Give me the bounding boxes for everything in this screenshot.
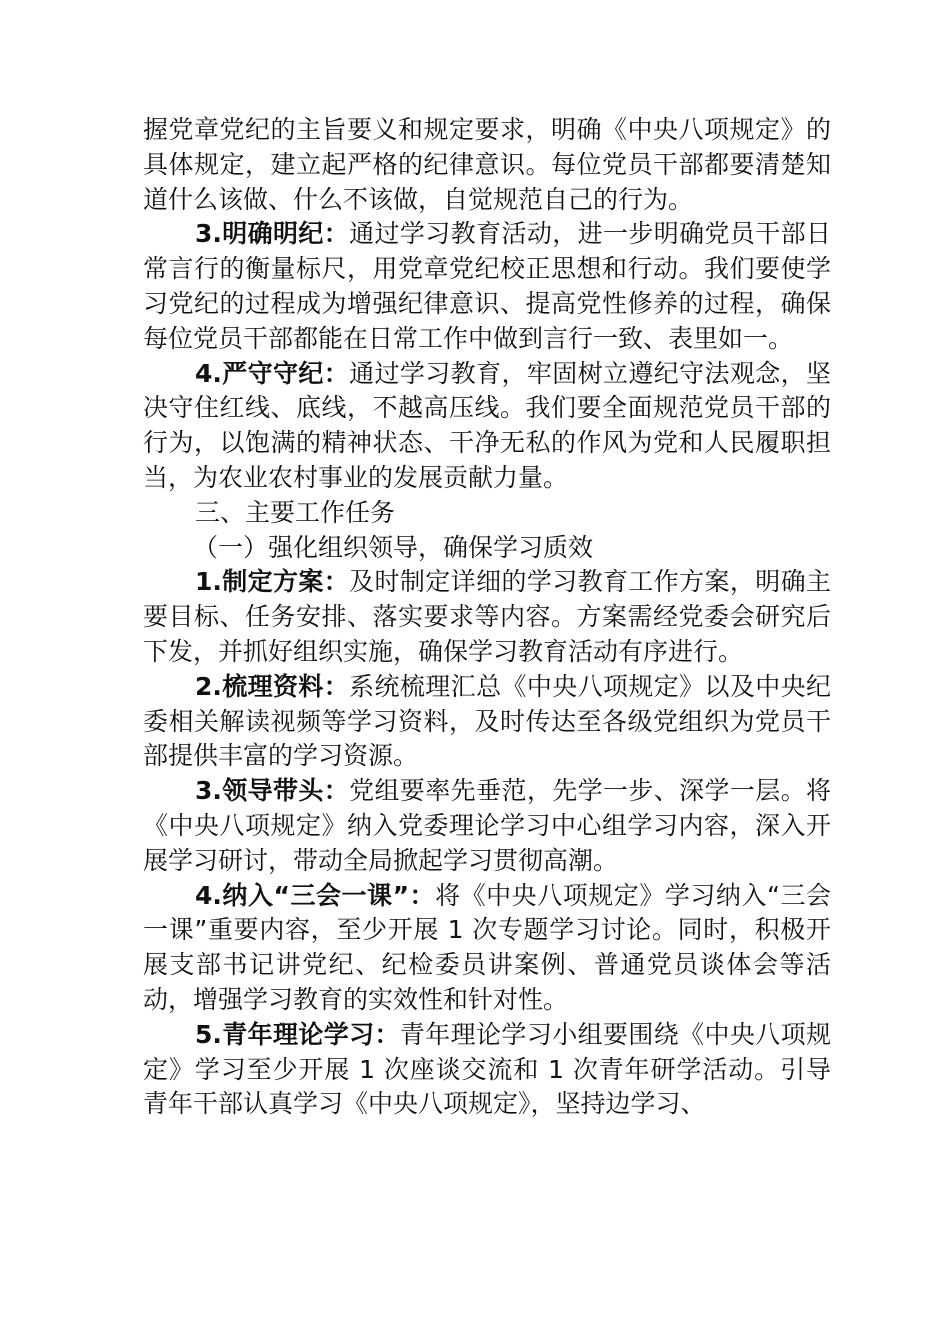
paragraph-text: 将《中央八项规定》学习纳入“三会一课”重要内容，至少开展 1 次专题学习讨论。同时，积极开展支部书记讲党纪、纪检委员讲案例、普通党员谈体会等活动，增强学习教育的实效性和针对性。	[143, 880, 831, 1014]
paragraph-text: 青年理论学习小组要围绕《中央八项规定》学习至少开展 1 次座谈交流和 1 次青年研学活动。引导青年干部认真学习《中央八项规定》，坚持边学习、	[143, 1019, 831, 1119]
paragraph-lead: 3.领导带头：	[195, 776, 350, 806]
paragraph-leadership-example	[143, 774, 831, 878]
paragraph-lead: 4.纳入“三会一课”：	[195, 880, 436, 910]
paragraph-lead: 4.严守守纪：	[195, 358, 350, 388]
paragraph-continuation	[143, 113, 831, 217]
subsection-heading-text: （一）强化组织领导，确保学习质效	[193, 532, 594, 562]
section-heading	[143, 496, 831, 531]
paragraph-text: 系统梳理汇总《中央八项规定》以及中央纪委相关解读视频等学习资料，及时传达至各级党组织为党员干部提供丰富的学习资源。	[143, 671, 831, 771]
paragraph-text: 通过学习教育活动，进一步明确党员干部日常言行的衡量标尺，用党章党纪校正思想和行动。我们要使学习党纪的过程成为增强纪律意识、提高党性修养的过程，确保每位党员干部都能在日常工作中做到言行一致、表里如一。	[143, 219, 831, 353]
paragraph-lead: 2.梳理资料：	[195, 671, 350, 701]
paragraph-youth-study	[143, 1018, 831, 1122]
paragraph-clarify-discipline	[143, 217, 831, 356]
paragraph-lead: 3.明确明纪：	[195, 219, 350, 249]
paragraph-text: 通过学习教育，牢固树立遵纪守法观念，坚决守住红线、底线，不越高压线。我们要全面规范党员干部的行为，以饱满的精神状态、干净无私的作风为党和人民履职担当，为农业农村事业的发展贡献力量。	[143, 358, 831, 492]
subsection-heading	[143, 531, 831, 566]
paragraph-lead: 1.制定方案：	[195, 567, 350, 597]
section-heading-text: 三、主要工作任务	[195, 497, 396, 527]
document-page	[143, 113, 831, 1122]
paragraph-text: 及时制定详细的学习教育工作方案，明确主要目标、任务安排、落实要求等内容。方案需经党委会研究后下发，并抓好组织实施，确保学习教育活动有序进行。	[143, 567, 831, 666]
paragraph-text: 握党章党纪的主旨要义和规定要求，明确《中央八项规定》的具体规定，建立起严格的纪律意识。每位党员干部都要清楚知道什么该做、什么不该做，自觉规范自己的行为。	[143, 115, 831, 214]
paragraph-keep-discipline	[143, 357, 831, 496]
paragraph-text: 党组要率先垂范，先学一步、深学一层。将《中央八项规定》纳入党委理论学习中心组学习内容，深入开展学习研讨，带动全局掀起学习贯彻高潮。	[143, 776, 831, 875]
paragraph-sort-materials	[143, 670, 831, 774]
paragraph-make-plan	[143, 565, 831, 669]
paragraph-lead: 5.青年理论学习：	[195, 1019, 400, 1049]
paragraph-three-meetings-one-lesson	[143, 879, 831, 1018]
